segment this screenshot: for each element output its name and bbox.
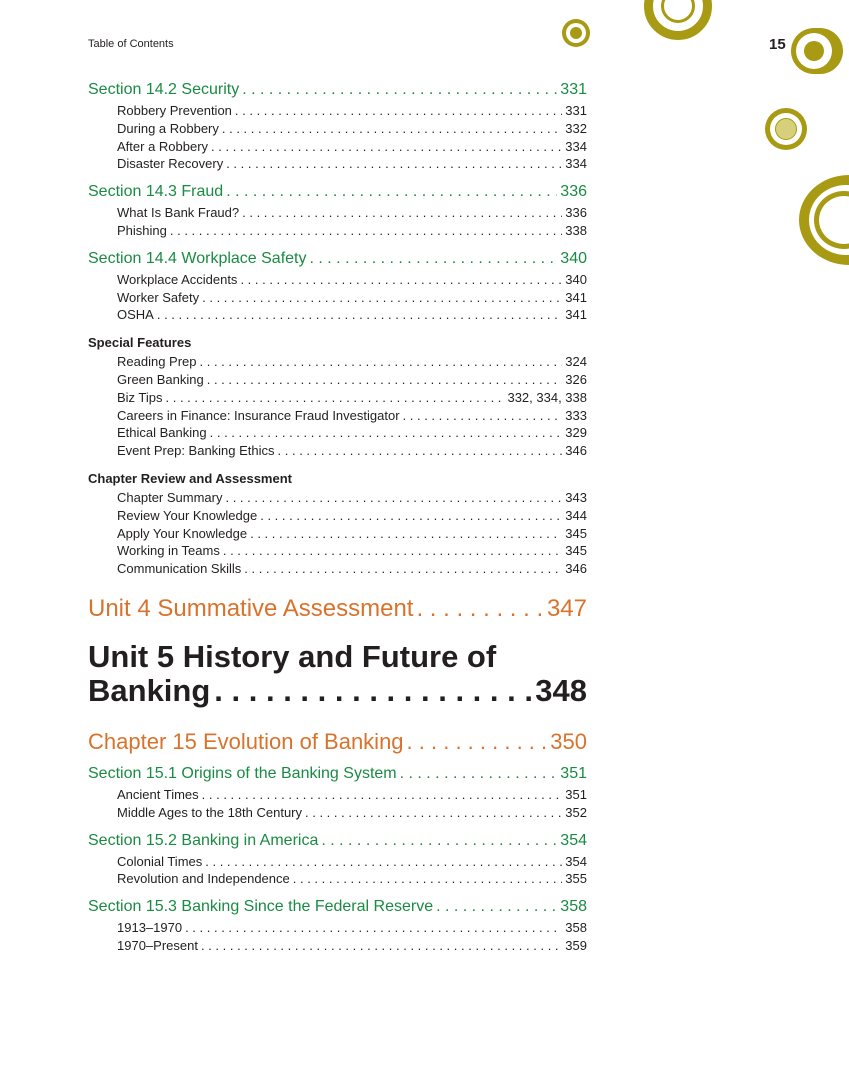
unit5-title-line1: Unit 5 History and Future of — [88, 638, 497, 674]
toc-topic[interactable] — [88, 442, 587, 460]
toc-topic[interactable] — [88, 560, 587, 578]
topic-label: 1970–Present — [117, 937, 198, 953]
section-title: Section 15.1 Origins of the Banking System — [88, 764, 397, 782]
section-page: 340 — [560, 249, 587, 267]
topic-page: 346 — [565, 443, 587, 459]
section-page: 354 — [560, 831, 587, 849]
toc-topic[interactable] — [88, 870, 587, 888]
section-title: Section 14.3 Fraud — [88, 183, 224, 201]
topic-label: Communication Skills — [117, 561, 242, 577]
section-page: 358 — [560, 898, 587, 916]
section-title: Section 14.2 Security — [88, 81, 240, 98]
topic-page: 345 — [565, 525, 587, 541]
topic-label: Green Banking — [117, 371, 204, 387]
topic-label: Middle Ages to the 18th Century — [117, 804, 303, 820]
toc-section[interactable] — [88, 249, 587, 269]
topic-label: OSHA — [117, 307, 154, 323]
page-number: 15 — [769, 36, 786, 53]
topic-label: 1913–1970 — [117, 920, 183, 936]
toc-topic[interactable] — [88, 120, 587, 138]
chapter15-title: Chapter 15 Evolution of Banking — [88, 728, 404, 754]
unit4-assessment-entry[interactable] — [88, 594, 587, 624]
topic-page: 336 — [565, 205, 587, 221]
topic-label: Revolution and Independence — [117, 871, 290, 887]
topic-label: Chapter Summary — [117, 489, 223, 505]
decorative-ring-top — [644, 0, 712, 40]
topic-page: 338 — [565, 222, 587, 238]
toc-topic[interactable] — [88, 102, 587, 120]
decorative-ring-small — [562, 19, 590, 47]
toc-topic[interactable] — [88, 271, 587, 289]
topic-page: 331 — [565, 103, 587, 118]
unit5-entry[interactable] — [88, 640, 587, 708]
topic-page: 354 — [565, 853, 587, 869]
topic-label: Workplace Accidents — [117, 271, 238, 287]
toc-topic[interactable] — [88, 937, 587, 955]
section-title: Section 15.2 Banking in America — [88, 831, 319, 849]
topic-page: 344 — [565, 507, 587, 523]
toc-topic[interactable] — [88, 919, 587, 937]
topic-label: Colonial Times — [117, 853, 203, 869]
topic-label: Ancient Times — [117, 786, 199, 802]
decorative-ring-large — [799, 175, 849, 265]
toc-topic[interactable] — [88, 786, 587, 804]
toc-topic[interactable] — [88, 853, 587, 871]
section-page: 336 — [560, 183, 587, 201]
toc-topic[interactable] — [88, 424, 587, 442]
topic-page: 341 — [565, 307, 587, 323]
special-features-heading: Special Features — [88, 335, 192, 351]
chapter-review-heading: Chapter Review and Assessment — [88, 470, 292, 486]
unit5-page: 348 — [535, 672, 587, 708]
topic-label: Event Prep: Banking Ethics — [117, 443, 275, 459]
topic-label: Review Your Knowledge — [117, 507, 258, 523]
topic-label: Phishing — [117, 222, 167, 238]
unit4-assessment-page: 347 — [546, 594, 587, 622]
topic-label: Biz Tips — [117, 389, 163, 405]
toc-topic[interactable] — [88, 155, 587, 173]
topic-page: 334 — [565, 156, 587, 172]
section-title: Section 14.4 Workplace Safety — [88, 249, 307, 267]
toc-topic[interactable] — [88, 542, 587, 560]
toc-topic[interactable] — [88, 306, 587, 324]
topic-label: Apply Your Knowledge — [117, 525, 248, 541]
toc-topic[interactable] — [88, 222, 587, 240]
topic-page: 345 — [565, 543, 587, 559]
toc-topic[interactable] — [88, 389, 587, 407]
topic-page: 352 — [565, 804, 587, 820]
topic-page: 359 — [565, 937, 587, 953]
topic-label: Working in Teams — [117, 543, 220, 559]
topic-page: 332, 334, 338 — [507, 389, 587, 405]
topic-page: 332 — [565, 120, 587, 136]
toc-section[interactable] — [88, 897, 587, 917]
topic-page: 334 — [565, 138, 587, 154]
toc-topic[interactable] — [88, 371, 587, 389]
chapter15-entry[interactable] — [88, 728, 587, 756]
toc-topic[interactable] — [88, 289, 587, 307]
decorative-ring-page-number — [791, 28, 843, 74]
topic-label: During a Robbery — [117, 120, 219, 136]
topic-page: 346 — [565, 561, 587, 577]
section-page: 351 — [560, 764, 587, 782]
toc-section[interactable] — [88, 831, 587, 851]
topic-page: 324 — [565, 354, 587, 370]
topic-page: 333 — [565, 407, 587, 423]
topic-page: 358 — [565, 920, 587, 936]
topic-page: 355 — [565, 871, 587, 887]
topic-label: Worker Safety — [117, 289, 200, 305]
toc-topic[interactable] — [88, 138, 587, 156]
unit4-assessment-label: Unit 4 Summative Assessment — [88, 594, 414, 622]
topic-page: 329 — [565, 425, 587, 441]
topic-label: Reading Prep — [117, 354, 197, 370]
running-head: Table of Contents — [88, 38, 174, 50]
topic-label: Careers in Finance: Insurance Fraud Investigator — [117, 407, 400, 423]
topic-page: 341 — [565, 289, 587, 305]
topic-label: Disaster Recovery — [117, 156, 224, 172]
topic-label: Robbery Prevention — [117, 103, 232, 118]
topic-page: 351 — [565, 786, 587, 802]
topic-label: After a Robbery — [117, 138, 209, 154]
topic-page: 326 — [565, 371, 587, 387]
topic-page: 343 — [565, 489, 587, 505]
toc-topic[interactable] — [88, 525, 587, 543]
toc-section[interactable] — [88, 182, 587, 202]
toc-topic[interactable] — [88, 489, 587, 507]
toc-topic[interactable] — [88, 507, 587, 525]
toc-topic[interactable] — [88, 353, 587, 371]
topic-page: 340 — [565, 271, 587, 287]
decorative-ring-light — [765, 108, 807, 150]
chapter15-page: 350 — [550, 728, 587, 754]
section-page: 331 — [560, 81, 587, 98]
toc-section[interactable] — [88, 764, 587, 784]
toc-topic[interactable] — [88, 804, 587, 822]
topic-label: Ethical Banking — [117, 425, 207, 441]
toc-content — [88, 80, 587, 955]
toc-topic[interactable] — [88, 407, 587, 425]
topic-label: What Is Bank Fraud? — [117, 205, 240, 221]
unit5-title-line2: Banking — [88, 672, 211, 708]
section-title: Section 15.3 Banking Since the Federal Reserve — [88, 898, 434, 916]
toc-topic[interactable] — [88, 204, 587, 222]
toc-section[interactable] — [88, 80, 587, 100]
